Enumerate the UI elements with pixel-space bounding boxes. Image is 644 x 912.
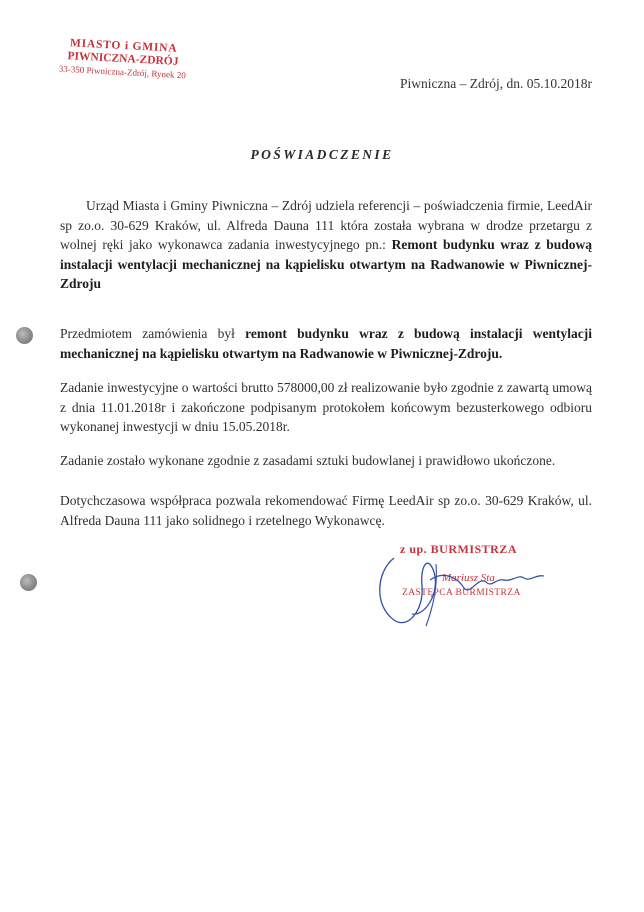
paragraph-subject-bold: remont budynku wraz z budową instalacji wentylacji mechanicznej na kąpielisku otwartym na Radwanowie w Piwnicznej-Zdroju. bbox=[60, 326, 592, 361]
municipality-stamp bbox=[47, 36, 199, 82]
document-date: Piwniczna – Zdrój, dn. 05.10.2018r bbox=[400, 76, 592, 91]
document-title: POŚWIADCZENIE bbox=[250, 147, 394, 162]
paragraph-subject bbox=[60, 324, 592, 363]
stamp-line-2: PIWNICZNA-ZDRÓJ bbox=[67, 50, 179, 68]
paragraph-value: Zadanie inwestycyjne o wartości brutto 578000,00 zł realizowanie było zgodnie z zawartą umową z dnia 11.01.2018r i zakończone podpisanym protokołem końcowym bezusterkowego odbioru wykonanej inwestycji w dniu 15.05.2018r. bbox=[60, 380, 592, 434]
signature-stamp-line-1: z up. BURMISTRZA bbox=[400, 542, 518, 556]
signature-stamp-line-3: ZASTĘPCA BURMISTRZA bbox=[402, 588, 521, 598]
punch-hole bbox=[16, 327, 33, 344]
punch-hole bbox=[20, 574, 37, 591]
stamp-line-1: MIASTO i GMINA bbox=[69, 37, 178, 55]
paragraph-subject-text: Przedmiotem zamówienia był bbox=[60, 326, 246, 341]
paragraph-recommendation: Dotychczasowa współpraca pozwala rekomendować Firmę LeedAir sp zo.o. 30-629 Kraków, ul. Alfreda Dauna 111 jako solidnego i rzetelnego Wykonawcę. bbox=[60, 493, 592, 528]
stamp-line-3: 33-350 Piwniczna-Zdrój, Rynek 20 bbox=[58, 63, 187, 81]
paragraph-intro bbox=[60, 196, 592, 294]
signature-stamp-name: Mariusz Sta bbox=[442, 572, 495, 584]
paragraph-intro-bold: Remont budynku wraz z budową instalacji wentylacji mechanicznej na kąpielisku otwartym na Radwanowie w Piwnicznej-Zdroju bbox=[60, 237, 592, 291]
signature-block bbox=[372, 536, 572, 636]
handwritten-signature bbox=[372, 536, 572, 636]
paragraph-quality: Zadanie zostało wykonane zgodnie z zasadami sztuki budowlanej i prawidłowo ukończone. bbox=[60, 453, 556, 468]
paragraph-intro-text: Urząd Miasta i Gminy Piwniczna – Zdrój udziela referencji – poświadczenia firmie, LeedAir sp zo.o. 30-629 Kraków, ul. Alfreda Dauna 111 która została wybrana w drodze przetargu z wolnej ręki jako wykonawca zadania inwestycyjnego pn.: bbox=[60, 198, 592, 252]
